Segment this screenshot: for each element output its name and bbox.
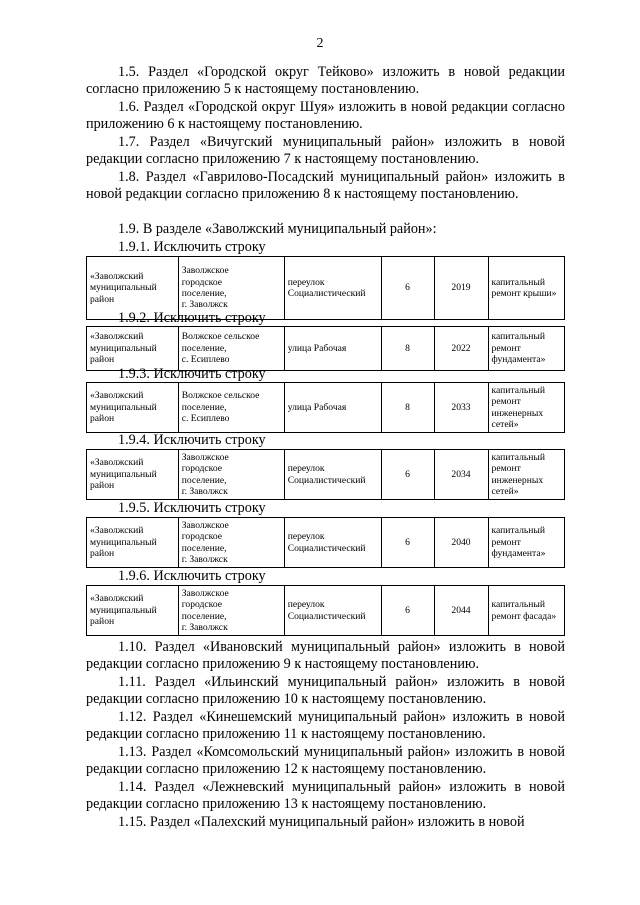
cell-year: 2044 — [434, 586, 488, 636]
cell-work: капитальный ремонт инженерных сетей» — [488, 383, 564, 433]
cell-work: капитальный ремонт инженерных сетей» — [488, 450, 564, 500]
cell-settlement: Заволжское городское поселение, г. Заволжск — [178, 518, 284, 568]
cell-settlement: Заволжское городское поселение, г. Заволжск — [178, 450, 284, 500]
cell-work: капитальный ремонт фасада» — [488, 586, 564, 636]
table-row — [87, 327, 565, 371]
paragraph-1-6: 1.6. Раздел «Городской округ Шуя» изложить в новой редакции согласно приложению 6 к настоящему постановлению. — [86, 99, 565, 133]
cell-house: 8 — [381, 383, 434, 433]
cell-street: улица Рабочая — [284, 383, 381, 433]
cell-work: капитальный ремонт фундамента» — [488, 327, 564, 371]
table-row — [87, 450, 565, 500]
cell-district: «Заволжский муниципальный район — [87, 518, 179, 568]
paragraph-1-7: 1.7. Раздел «Вичугский муниципальный район» изложить в новой редакции согласно приложению 7 к настоящему постановлению. — [86, 134, 565, 168]
cell-work: капитальный ремонт крыши» — [488, 257, 564, 320]
cell-district: «Заволжский муниципальный район — [87, 586, 179, 636]
exclusion-table-6 — [86, 585, 565, 636]
paragraph-1-11: 1.11. Раздел «Ильинский муниципальный район» изложить в новой редакции согласно приложению 10 к настоящему постановлению. — [86, 674, 565, 708]
exclusion-table-5 — [86, 517, 565, 568]
exclusion-heading-5: 1.9.5. Исключить строку — [118, 500, 266, 516]
page-number: 2 — [316, 36, 324, 51]
cell-district: «Заволжский муниципальный район — [87, 450, 179, 500]
cell-work: капитальный ремонт фундамента» — [488, 518, 564, 568]
cell-house: 6 — [381, 586, 434, 636]
cell-year: 2022 — [434, 327, 488, 371]
paragraph-1-10: 1.10. Раздел «Ивановский муниципальный район» изложить в новой редакции согласно приложению 9 к настоящему постановлению. — [86, 639, 565, 673]
cell-street: переулок Социалистический — [284, 586, 381, 636]
exclusion-heading-3: 1.9.3. Исключить строку — [118, 366, 266, 382]
cell-settlement: Заволжское городское поселение, г. Заволжск — [178, 257, 284, 320]
paragraph-1-8: 1.8. Раздел «Гаврилово-Посадский муниципальный район» изложить в новой редакции согласно приложению 8 к настоящему постановлению. — [86, 169, 565, 203]
exclusion-heading-4: 1.9.4. Исключить строку — [118, 432, 266, 448]
cell-house: 6 — [381, 518, 434, 568]
cell-year: 2033 — [434, 383, 488, 433]
cell-street: переулок Социалистический — [284, 518, 381, 568]
paragraph-1-13: 1.13. Раздел «Комсомольский муниципальный район» изложить в новой редакции согласно приложению 12 к настоящему постановлению. — [86, 744, 565, 778]
paragraph-1-14: 1.14. Раздел «Лежневский муниципальный район» изложить в новой редакции согласно приложению 13 к настоящему постановлению. — [86, 779, 565, 813]
cell-house: 8 — [381, 327, 434, 371]
cell-district: «Заволжский муниципальный район — [87, 383, 179, 433]
exclusion-table-4 — [86, 449, 565, 500]
cell-settlement: Заволжское городское поселение, г. Заволжск — [178, 586, 284, 636]
cell-street: переулок Социалистический — [284, 450, 381, 500]
cell-street: улица Рабочая — [284, 327, 381, 371]
exclusion-table-2 — [86, 326, 565, 371]
paragraph-1-5: 1.5. Раздел «Городской округ Тейково» изложить в новой редакции согласно приложению 5 к настоящему постановлению. — [86, 64, 565, 98]
table-row — [87, 518, 565, 568]
cell-house: 6 — [381, 257, 434, 320]
paragraph-1-12: 1.12. Раздел «Кинешемский муниципальный район» изложить в новой редакции согласно приложению 11 к настоящему постановлению. — [86, 709, 565, 743]
table-row — [87, 383, 565, 433]
table-row — [87, 586, 565, 636]
cell-year: 2019 — [434, 257, 488, 320]
cell-year: 2034 — [434, 450, 488, 500]
cell-year: 2040 — [434, 518, 488, 568]
exclusion-heading-1: 1.9.1. Исключить строку — [118, 239, 266, 255]
cell-settlement: Волжское сельское поселение, с. Есиплево — [178, 383, 284, 433]
exclusion-heading-2: 1.9.2. Исключить строку — [118, 310, 266, 326]
cell-house: 6 — [381, 450, 434, 500]
cell-settlement: Волжское сельское поселение, с. Есиплево — [178, 327, 284, 371]
exclusion-table-3 — [86, 382, 565, 433]
paragraph-1-9: 1.9. В разделе «Заволжский муниципальный район»: — [118, 221, 437, 237]
paragraph-1-15: 1.15. Раздел «Палехский муниципальный район» изложить в новой — [118, 814, 525, 830]
exclusion-heading-6: 1.9.6. Исключить строку — [118, 568, 266, 584]
cell-district: «Заволжский муниципальный район — [87, 327, 179, 371]
cell-street: переулок Социалистический — [284, 257, 381, 320]
cell-district: «Заволжский муниципальный район — [87, 257, 179, 320]
